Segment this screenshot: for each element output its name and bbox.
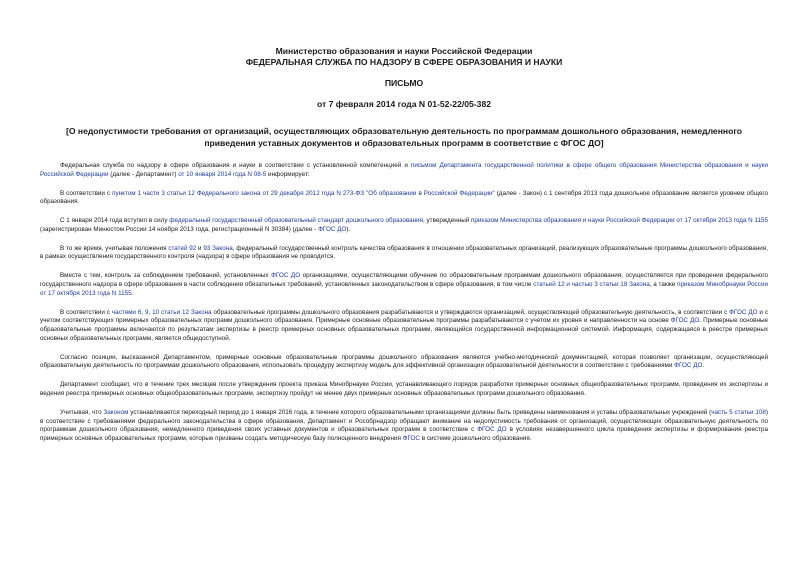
document-link[interactable]: частями 6, 9, 10 статьи 12 Закона [111,308,212,316]
service-name: ФЕДЕРАЛЬНАЯ СЛУЖБА ПО НАДЗОРУ В СФЕРЕ ОБРАЗОВАНИЯ И НАУКИ [245,57,563,67]
paragraph-text: в условиях незавершенного цикла проведения экспертизы и формирования реестра примерных основных образовательных программ, которые призваны создать методическую базу полноценного внедрения [40,426,769,442]
paragraph-text: В соответствии с [60,189,113,197]
paragraph-text: и с учетом соответствующих примерных образовательных программ дошкольного образования. Примерные основные образовательные программы разрабатываются с учетом их уровня и направленности на основе [40,308,769,325]
paragraph-text: (далее - Департамент) [108,170,179,178]
paragraph-text: и [196,244,204,252]
document-subject: [О недопустимости требования от организаций, осуществляющих образовательную деятельность по программам дошкольного образования, немедленного приведения уставных документов и образовательных программ в соответствие с ФГОС ДО] [65,126,743,148]
body-paragraph [40,245,768,262]
paragraph-text: организациями, осуществляющими обучение по образовательным программам дошкольного образования, осуществляется при проведении федерального государственного надзора в сфере образования в части соблюдения обязательных требований, установленных законодательством в сфере образования, в том числе [40,272,769,289]
ministry-name: Министерство образования и науки Российской Федерации [275,46,533,56]
document-link[interactable]: 93 Закона [203,244,233,252]
paragraph-text: устанавливается переходный период до 1 января 2016 года, в течение которого образовательными организациями должны быть приведены наименования и уставы образовательных учреждений ( [128,408,712,416]
paragraph-text: С 1 января 2014 года вступил в силу [60,217,170,225]
paragraph-text: ) в соответствие с требованиями федерального законодательства в сфере образования, Департамент и Рособрнадзор обращают внимание на недопустимость требования от организаций, осуществляющих образовательную деятельность по программам дошкольного образования, немедленного приведения своих уставных документов и образовательных программ в соответствие с [40,408,768,434]
document-link[interactable]: письмом Департамента государственной политики в сфере общего образования Министерства образования и науки Российской Федерации [40,162,768,178]
document-link[interactable]: ФГОС ДО [729,308,758,316]
paragraph-text: . [131,289,134,297]
document-link[interactable]: ФГОС [402,434,420,442]
paragraph-text: информирует: [266,170,310,178]
paragraph-text: , утвержденный [423,217,471,225]
document-link[interactable]: от 10 января 2014 года N 08-5 [178,170,267,178]
paragraph-text: (далее - Закон) с 1 сентября 2013 года дошкольное образование является уровнем общего образования. [40,189,768,206]
document-link[interactable]: ФГОС ДО [477,426,507,434]
body-paragraph [40,162,768,179]
document-link[interactable]: ФГОС ДО [318,225,347,233]
document-link[interactable]: статей 92 [168,244,197,252]
document-link[interactable]: приказом Минобрнауки России от 17 октября 2013 года N 1155 [40,281,768,297]
body-paragraph [40,309,768,344]
paragraph-text: ). [346,225,351,233]
paragraph-text: Федеральная служба по надзору в сфере образования и науки в соответствии с установленной компетенцией и [60,162,411,169]
paragraph-text: образовательные программы дошкольного образования разрабатываются и утверждаются организацией, осуществляющей образовательную деятельность, в соответствии с [211,308,730,316]
body-paragraph [40,217,768,234]
paragraph-text: , федеральный государственный контроль качества образования в отношении образовательных организаций, реализующих образовательные программы дошкольного образования, в рамках осуществления государственного контроля (надзора) в сфере образования не проводится. [40,244,768,261]
document-link[interactable]: часть 5 статьи 108 [711,408,766,416]
paragraph-text: Учитывая, что [60,408,104,416]
body-paragraph [40,381,768,398]
paragraph-text: . Примерные основные образовательные программы включаются по результатам экспертизы в реестр примерных основных образовательных программ, являющийся государственной информационной системой. Информация, содержащаяся в реестре примерных основных образовательных программ, является общедоступной. [40,317,768,342]
paragraph-text: Департамент сообщает, что в течение трех месяцев после утверждения проекта приказа Минобрнауки России, устанавливающего порядок разработки примерных основных общеобразовательных программ, проведения их экспертизы и ведения реестра примерных основных общеобразовательных программ, экспертизу пройдут не менее двух примерных основных образовательных программ дошкольного образования. [40,381,768,397]
document-link[interactable]: Законом [103,408,129,416]
paragraph-text: в системе дошкольного образования. [419,434,532,442]
document-link[interactable]: ФГОС ДО [670,317,700,325]
document-link[interactable]: ФГОС ДО [271,272,301,280]
document-body [40,162,768,444]
body-paragraph [40,272,768,298]
document-link[interactable]: пунктом 1 части 3 статьи 12 Федерального закона от 29 декабря 2012 года N 273-ФЗ "Об образовании в Российской Федерации" [112,189,495,197]
document-type: ПИСЬМО [384,78,424,88]
paragraph-text: , а также [649,281,678,289]
body-paragraph [40,354,768,371]
document-link[interactable]: приказом Министерства образования и науки Российской Федерации от 17 октября 2013 года N 1155 [471,217,769,225]
document-date-number: от 7 февраля 2014 года N 01-52-22/05-382 [316,99,492,109]
document-link[interactable]: федеральный государственный образовательный стандарт дошкольного образования [169,217,424,225]
paragraph-text: В то же время, учитывая положения [60,244,169,252]
paragraph-text: В соответствии с [60,308,112,316]
document-page [40,46,768,454]
document-link[interactable]: ФГОС ДО [674,362,703,370]
paragraph-text: Вместе с тем, контроль за соблюдением требований, установленных [60,272,272,280]
body-paragraph [40,409,768,444]
document-link[interactable]: статьей 12 и частью 3 статьи 18 Закона [533,281,650,289]
body-paragraph [40,190,768,207]
paragraph-text: (зарегистрирован Минюстом России 14 ноября 2013 года, регистрационный N 30384) (далее - [40,225,319,233]
paragraph-text: Согласно позиции, высказанной Департаментом, примерные основные образовательные программы дошкольного образования являются учебно-методической документацией, которая позволяет организации, осуществляющей образовательную деятельность по программам дошкольного образования, использовать процедуру экспертизу модель для эффективной организации образовательной деятельности в соответствии с требованиями [40,353,768,370]
paragraph-text: . [702,362,705,370]
